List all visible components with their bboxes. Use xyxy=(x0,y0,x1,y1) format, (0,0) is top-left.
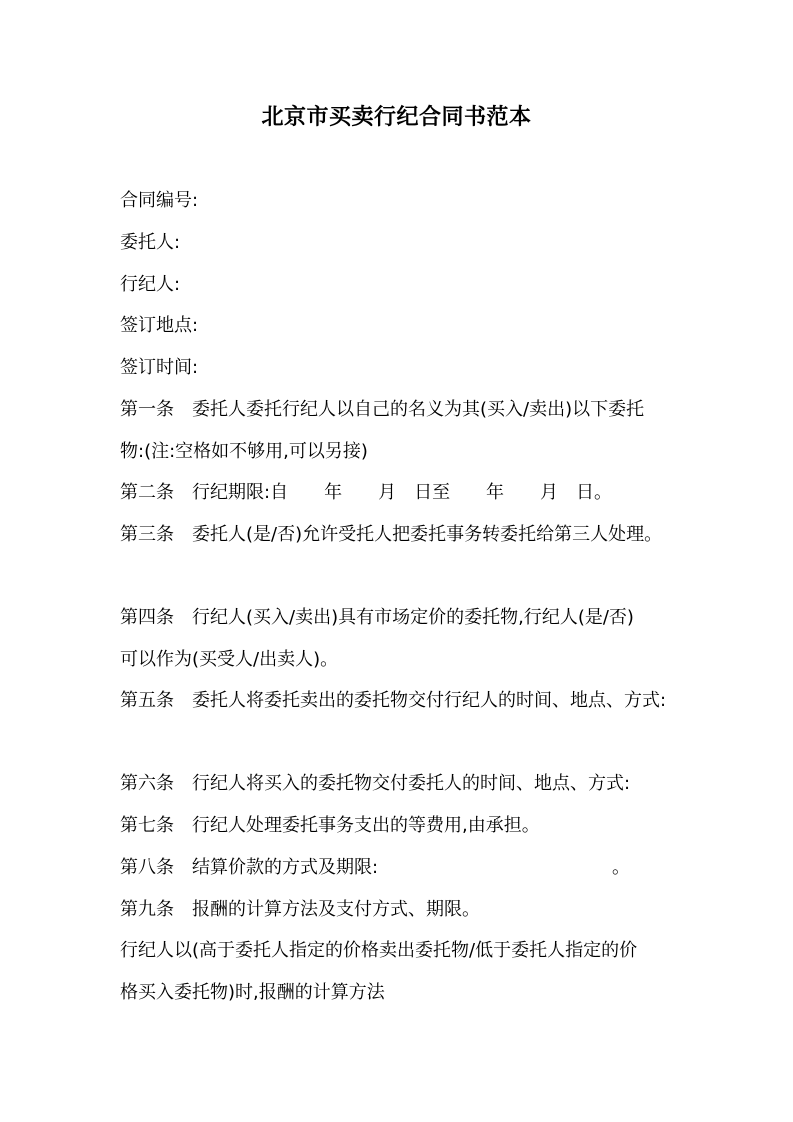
signing-time-line: 签订时间: xyxy=(120,357,199,378)
article-1-line-1: 第一条 委托人委托行纪人以自己的名义为其(买入/卖出)以下委托 xyxy=(120,399,645,420)
broker-line: 行纪人: xyxy=(120,274,181,295)
document-title: 北京市买卖行纪合同书范本 xyxy=(261,105,532,130)
article-5-line: 第五条 委托人将委托卖出的委托物交付行纪人的时间、地点、方式: xyxy=(120,690,667,711)
article-2-line: 第二条 行纪期限:自 年 月 日至 年 月 日。 xyxy=(120,482,613,503)
article-1-line-2: 物:(注:空格如不够用,可以另接) xyxy=(120,441,368,462)
remuneration-line-2: 格买入委托物)时,报酬的计算方法 xyxy=(120,982,385,1003)
article-9-line: 第九条 报酬的计算方法及支付方式、期限。 xyxy=(120,899,480,920)
article-6-line: 第六条 行纪人将买入的委托物交付委托人的时间、地点、方式: xyxy=(120,773,631,794)
article-7-line: 第七条 行纪人处理委托事务支出的等费用,由承担。 xyxy=(120,815,540,836)
signing-place-line: 签订地点: xyxy=(120,315,199,336)
contract-number-line: 合同编号: xyxy=(120,190,199,211)
article-4-line-2: 可以作为(买受人/出卖人)。 xyxy=(120,649,339,670)
remuneration-line-1: 行纪人以(高于委托人指定的价格卖出委托物/低于委托人指定的价 xyxy=(120,940,638,961)
article-8-line: 第八条 结算价款的方式及期限: 。 xyxy=(120,857,631,878)
article-3-line: 第三条 委托人(是/否)允许受托人把委托事务转委托给第三人处理。 xyxy=(120,524,663,545)
client-line: 委托人: xyxy=(120,232,181,253)
article-4-line-1: 第四条 行纪人(买入/卖出)具有市场定价的委托物,行纪人(是/否) xyxy=(120,607,634,628)
